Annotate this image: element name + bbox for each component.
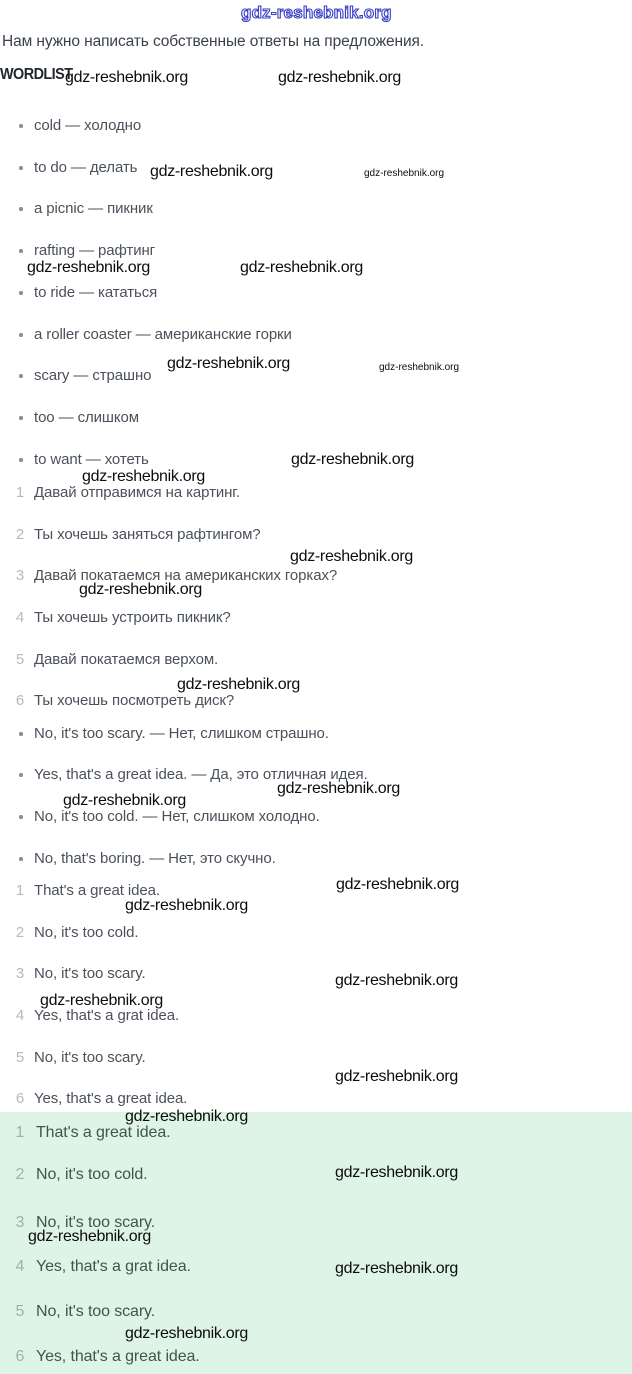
highlighted-answer-item xyxy=(0,1124,632,1144)
watermark: gdz-reshebnik.org xyxy=(335,1260,458,1277)
watermark: gdz-reshebnik.org xyxy=(277,780,400,797)
bullet-icon xyxy=(19,124,23,128)
answer-item xyxy=(0,882,632,902)
watermark-small: gdz-reshebnik.org xyxy=(379,362,460,373)
bullet-icon xyxy=(19,291,23,295)
question-text: Давай отправимся на картинг. xyxy=(34,484,240,501)
answer-number: 1 xyxy=(15,882,25,899)
watermark: gdz-reshebnik.org xyxy=(240,259,363,276)
question-number: 4 xyxy=(15,609,25,626)
highlighted-answer-item xyxy=(0,1303,632,1323)
wordlist-item-text: scary — страшно xyxy=(34,367,152,384)
wordlist-item-text: too — слишком xyxy=(34,409,139,426)
answer-item xyxy=(0,965,632,985)
watermark: gdz-reshebnik.org xyxy=(291,451,414,468)
answer-option-text: No, that's boring. — Нет, это скучно. xyxy=(34,850,276,867)
answer-number: 5 xyxy=(15,1049,25,1066)
answer-text: Yes, that's a great idea. xyxy=(34,1090,188,1107)
wordlist-item xyxy=(0,326,632,346)
question-text: Ты хочешь устроить пикник? xyxy=(34,609,231,626)
bullet-icon xyxy=(19,857,23,861)
watermark: gdz-reshebnik.org xyxy=(150,163,273,180)
answer-item xyxy=(0,924,632,944)
question-number: 2 xyxy=(15,526,25,543)
watermark: gdz-reshebnik.org xyxy=(27,259,150,276)
bullet-icon xyxy=(19,458,23,462)
question-number: 1 xyxy=(15,484,25,501)
answer-text: That's a great idea. xyxy=(36,1124,171,1141)
watermark: gdz-reshebnik.org xyxy=(28,1228,151,1245)
answer-text: No, it's too cold. xyxy=(36,1166,148,1183)
highlighted-answer-item xyxy=(0,1258,632,1278)
highlighted-answer-item xyxy=(0,1166,632,1186)
watermark: gdz-reshebnik.org xyxy=(336,876,459,893)
question-text: Давай покатаемся верхом. xyxy=(34,651,219,668)
watermark: gdz-reshebnik.org xyxy=(167,355,290,372)
answer-text: No, it's too scary. xyxy=(36,1303,156,1320)
wordlist-item-text: cold — холодно xyxy=(34,117,142,134)
bullet-icon xyxy=(19,374,23,378)
answer-text: Yes, that's a great idea. xyxy=(36,1348,200,1365)
bullet-icon xyxy=(19,207,23,211)
answer-number: 2 xyxy=(15,1166,25,1183)
question-item xyxy=(0,651,632,671)
answer-number: 2 xyxy=(15,924,25,941)
wordlist-item xyxy=(0,200,632,220)
wordlist-item-text: a roller coaster — американские горки xyxy=(34,326,292,343)
question-number: 6 xyxy=(15,692,25,709)
answer-number: 4 xyxy=(15,1258,25,1275)
bullet-icon xyxy=(19,249,23,253)
bullet-icon xyxy=(19,732,23,736)
watermark: gdz-reshebnik.org xyxy=(335,972,458,989)
wordlist-item xyxy=(0,367,632,387)
answer-number: 4 xyxy=(15,1007,25,1024)
answer-number: 3 xyxy=(15,965,25,982)
watermark: gdz-reshebnik.org xyxy=(335,1164,458,1181)
watermark: gdz-reshebnik.org xyxy=(40,992,163,1009)
answer-text: Yes, that's a grat idea. xyxy=(36,1258,191,1275)
wordlist-item-text: to want — хотеть xyxy=(34,451,149,468)
wordlist-item-text: rafting — рафтинг xyxy=(34,242,156,259)
answer-number: 6 xyxy=(15,1348,25,1365)
answer-text: No, it's too scary. xyxy=(34,965,146,982)
question-item xyxy=(0,526,632,546)
answer-text: Yes, that's a grat idea. xyxy=(34,1007,180,1024)
watermark: gdz-reshebnik.org xyxy=(125,1325,248,1342)
watermark: gdz-reshebnik.org xyxy=(278,69,401,86)
wordlist-item xyxy=(0,117,632,137)
question-text: Давай покатаемся на американских горках? xyxy=(34,567,338,584)
answer-option xyxy=(0,725,632,745)
wordlist-item xyxy=(0,284,632,304)
answer-item xyxy=(0,1007,632,1027)
wordlist-item xyxy=(0,409,632,429)
bullet-icon xyxy=(19,815,23,819)
wordlist-item xyxy=(0,159,632,179)
watermark-small: gdz-reshebnik.org xyxy=(364,168,445,179)
answer-number: 3 xyxy=(15,1214,25,1231)
answer-text: No, it's too scary. xyxy=(36,1214,156,1231)
bullet-icon xyxy=(19,333,23,337)
question-item xyxy=(0,692,632,712)
watermark: gdz-reshebnik.org xyxy=(177,676,300,693)
site-watermark-outline: gdz-reshebnik.org xyxy=(241,3,392,22)
watermark: gdz-reshebnik.org xyxy=(79,581,202,598)
bullet-icon xyxy=(19,166,23,170)
question-item xyxy=(0,609,632,629)
answer-option-text: No, it's too cold. — Нет, слишком холодно. xyxy=(34,808,320,825)
highlighted-answer-item xyxy=(0,1348,632,1368)
answer-text: That's a great idea. xyxy=(34,882,160,899)
answer-option-text: No, it's too scary. — Нет, слишком страшно. xyxy=(34,725,329,742)
answer-option-text: Yes, that's a great idea. — Да, это отличная идея. xyxy=(34,766,368,783)
watermark: gdz-reshebnik.org xyxy=(290,548,413,565)
answer-option xyxy=(0,808,632,828)
question-text: Ты хочешь заняться рафтингом? xyxy=(34,526,261,543)
watermark: gdz-reshebnik.org xyxy=(65,69,188,86)
watermark: gdz-reshebnik.org xyxy=(125,1108,248,1125)
answer-item xyxy=(0,1090,632,1110)
bullet-icon xyxy=(19,773,23,777)
answer-text: No, it's too scary. xyxy=(34,1049,146,1066)
wordlist-item-text: to ride — кататься xyxy=(34,284,158,301)
answer-text: No, it's too cold. xyxy=(34,924,139,941)
watermark: gdz-reshebnik.org xyxy=(82,468,205,485)
watermark: gdz-reshebnik.org xyxy=(125,897,248,914)
answer-option xyxy=(0,850,632,870)
answer-item xyxy=(0,1049,632,1069)
question-number: 5 xyxy=(15,651,25,668)
question-text: Ты хочешь посмотреть диск? xyxy=(34,692,235,709)
answer-number: 5 xyxy=(15,1303,25,1320)
wordlist-item-text: a picnic — пикник xyxy=(34,200,153,217)
bullet-icon xyxy=(19,416,23,420)
task-description: Нам нужно написать собственные ответы на предложения. xyxy=(2,33,425,50)
answer-number: 1 xyxy=(15,1124,25,1141)
wordlist-item-text: to do — делать xyxy=(34,159,138,176)
wordlist-heading: WORDLIST xyxy=(0,66,73,83)
question-number: 3 xyxy=(15,567,25,584)
question-item xyxy=(0,484,632,504)
watermark: gdz-reshebnik.org xyxy=(335,1068,458,1085)
watermark: gdz-reshebnik.org xyxy=(63,792,186,809)
answer-number: 6 xyxy=(15,1090,25,1107)
